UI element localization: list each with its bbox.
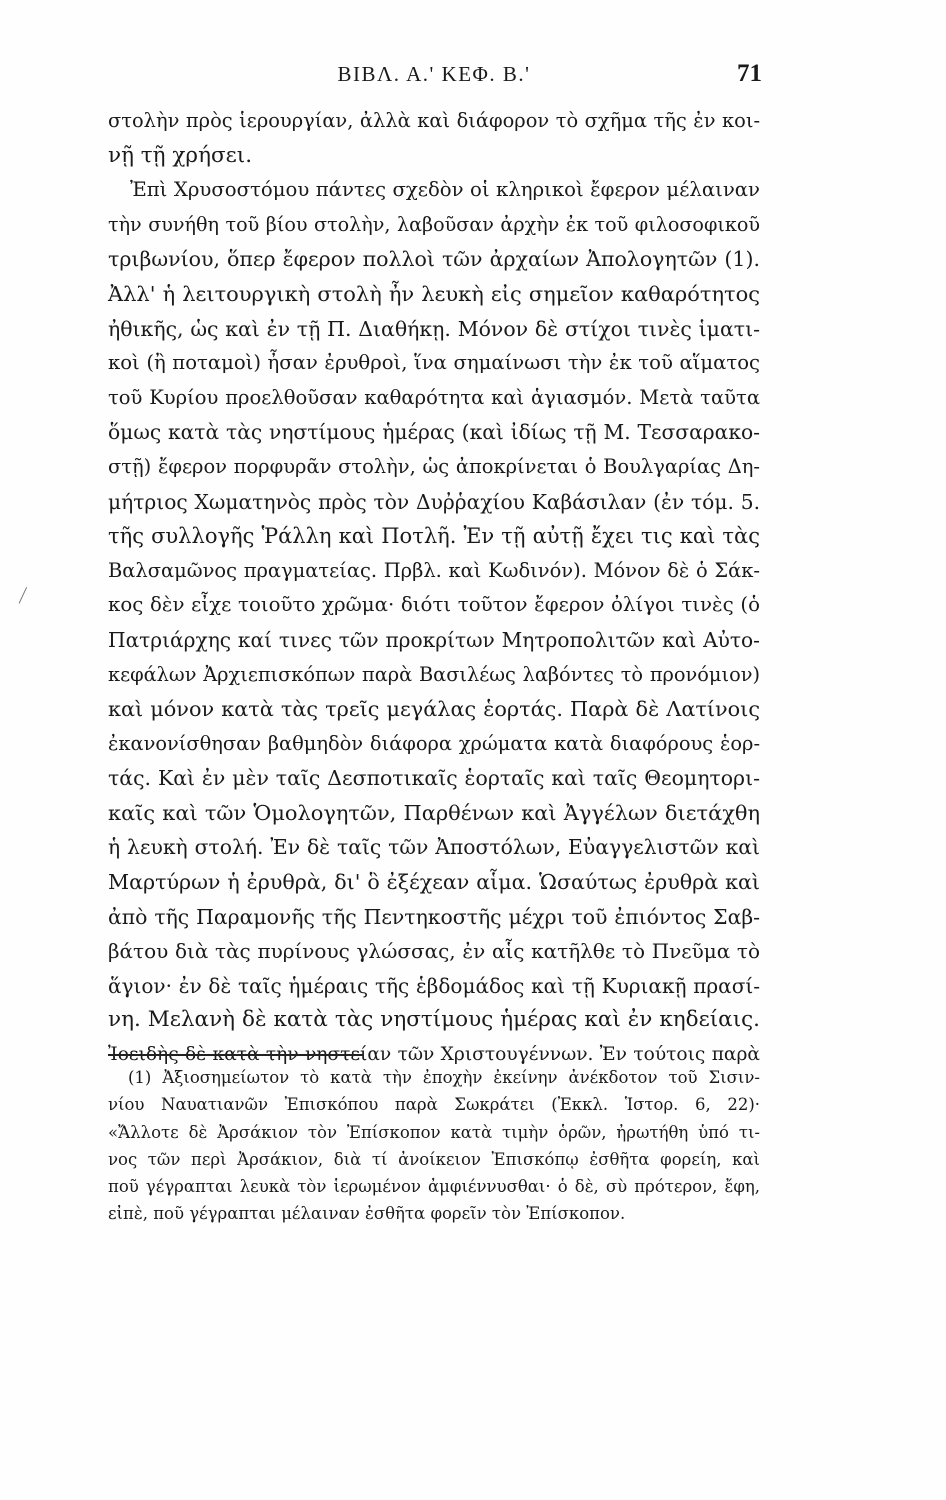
text-line: ἅγιον· ἐν δὲ ταῖς ἡμέραις τῆς ἑβδομάδος καὶ τῇ Κυριακῇ πρασί- — [108, 973, 760, 998]
text-line: κοὶ (ἢ ποταμοὶ) ἦσαν ἐρυθροὶ, ἵνα σημαίνωσι τὴν ἐκ τοῦ αἵματος — [108, 351, 760, 375]
text-line: στῇ) ἔφερον πορφυρᾶν στολὴν, ὡς ἀποκρίνεται ὁ Βουλγαρίας Δη- — [108, 454, 760, 478]
text-line: τριβωνίου, ὅπερ ἔφερον πολλοὶ τῶν ἀρχαίων Ἀπολογητῶν (1). — [108, 247, 760, 272]
text-line: Πατριάρχης καί τινες τῶν προκρίτων Μητροπολιτῶν καὶ Αὐτο- — [108, 627, 760, 652]
text-line: στολὴν πρὸς ἱερουργίαν, ἀλλὰ καὶ διάφορον τὸ σχῆμα τῆς ἐν κοι- — [108, 109, 760, 132]
body-text — [108, 104, 760, 1073]
footnotes — [108, 1064, 760, 1228]
text-line: καὶ μόνον κατὰ τὰς τρεῖς μεγάλας ἑορτάς. Παρὰ δὲ Λατίνοις — [108, 697, 760, 722]
text-line: κεφάλων Ἀρχιεπισκόπων παρὰ Βασιλέως λαβόντες τὸ προνόμιον) — [108, 662, 760, 686]
text-line: Βαλσαμῶνος πραγματείας. Πρβλ. καὶ Κωδινόν). Μόνον δὲ ὁ Σάκ- — [108, 558, 760, 582]
text-line: Ἰοειδὴς δὲ κατὰ τὴν νηστείαν τῶν Χριστουγέννων. Ἐν τούτοις παρὰ — [108, 1044, 760, 1066]
text-line: Ἐπὶ Χρυσοστόμου πάντες σχεδὸν οἱ κληρικοὶ ἔφερον μέλαιναν — [130, 178, 760, 202]
footnote-line: (1) Ἀξιοσημείωτον τὸ κατὰ τὴν ἐποχὴν ἐκείνην ἀνέκδοτον τοῦ Σισιν- — [128, 1068, 760, 1087]
text-line: ἐκανονίσθησαν βαθμηδὸν διάφορα χρώματα κατὰ διαφόρους ἑορ- — [108, 731, 760, 755]
text-line: τάς. Καὶ ἐν μὲν ταῖς Δεσποτικαῖς ἑορταῖς καὶ ταῖς Θεομητορι- — [108, 766, 760, 791]
footnote-line: ποῦ γέγραπται λευκὰ τὸν ἱερωμένον ἀμφιέννυσθαι· ὁ δὲ, σὺ πρότερον, ἔφη, — [108, 1177, 760, 1197]
text-line: τοῦ Κυρίου προελθοῦσαν καθαρότητα καὶ ἁγιασμόν. Μετὰ ταῦτα — [108, 385, 760, 409]
text-line: ὅμως κατὰ τὰς νηστίμους ἡμέρας (καὶ ἰδίως τῇ Μ. Τεσσαρακο- — [108, 420, 760, 445]
footnote-rule — [108, 1054, 363, 1056]
footnote-line: εἰπὲ, ποῦ γέγραπται μέλαιναν ἐσθῆτα φορεῖν τὸν Ἐπίσκοπον. — [108, 1204, 626, 1224]
text-line: νῇ τῇ χρήσει. — [108, 142, 253, 168]
text-line: μήτριος Χωματηνὸς πρὸς τὸν Δυῤῥαχίου Καβάσιλαν (ἐν τόμ. 5. — [108, 489, 760, 514]
margin-mark — [19, 587, 35, 607]
text-line: ἠθικῆς, ὡς καὶ ἐν τῇ Π. Διαθήκῃ. Μόνον δὲ στίχοι τινὲς ἱματι- — [108, 316, 760, 341]
text-line: τῆς συλλογῆς Ῥάλλη καὶ Ποτλῆ. Ἐν τῇ αὐτῇ ἔχει τις καὶ τὰς — [108, 523, 760, 549]
running-head — [108, 60, 760, 94]
footnote-line: νος τῶν περὶ Ἀρσάκιον, διὰ τί ἀνοίκειον Ἐπισκόπῳ ἐσθῆτα φορείη, καὶ — [108, 1149, 760, 1169]
text-line: βάτου διὰ τὰς πυρίνους γλώσσας, ἐν αἷς κατῆλθε τὸ Πνεῦμα τὸ — [108, 939, 760, 964]
text-line: τὴν συνήθη τοῦ βίου στολὴν, λαβοῦσαν ἀρχὴν ἐκ τοῦ φιλοσοφικοῦ — [108, 212, 760, 236]
text-line: νη. Μελανὴ δὲ κατὰ τὰς νηστίμους ἡμέρας καὶ ἐν κηδείαις. — [108, 1007, 760, 1033]
text-line: κος δὲν εἶχε τοιοῦτο χρῶμα· διότι τοῦτον ἔφερον ὀλίγοι τινὲς (ὁ — [108, 593, 760, 617]
text-line: Μαρτύρων ἡ ἐρυθρὰ, δι' ὃ ἐξέχεαν αἷμα. Ὡσαύτως ἐρυθρὰ καὶ — [108, 870, 760, 895]
text-line: Ἀλλ' ἡ λειτουργικὴ στολὴ ἦν λευκὴ εἰς σημεῖον καθαρότητος — [108, 281, 760, 306]
footnote-line: νίου Ναυατιανῶν Ἐπισκόπου παρὰ Σωκράτει (Ἐκκλ. Ἱστορ. 6, 22)· — [108, 1095, 760, 1115]
running-title: ΒΙΒΛ. Α.' ΚΕΦ. Β.' — [337, 62, 531, 86]
page-number: 71 — [737, 60, 762, 87]
footnote-line: «Ἄλλοτε δὲ Ἀρσάκιον τὸν Ἐπίσκοπον κατὰ τιμὴν ὁρῶν, ἠρωτήθη ὑπό τι- — [108, 1122, 760, 1142]
text-line: ἡ λευκὴ στολή. Ἐν δὲ ταῖς τῶν Ἀποστόλων, Εὐαγγελιστῶν καὶ — [108, 835, 760, 860]
text-line: καῖς καὶ τῶν Ὁμολογητῶν, Παρθένων καὶ Ἀγγέλων διετάχθη — [108, 800, 760, 825]
text-line: ἀπὸ τῆς Παραμονῆς τῆς Πεντηκοστῆς μέχρι τοῦ ἐπιόντος Σαβ- — [108, 904, 760, 929]
